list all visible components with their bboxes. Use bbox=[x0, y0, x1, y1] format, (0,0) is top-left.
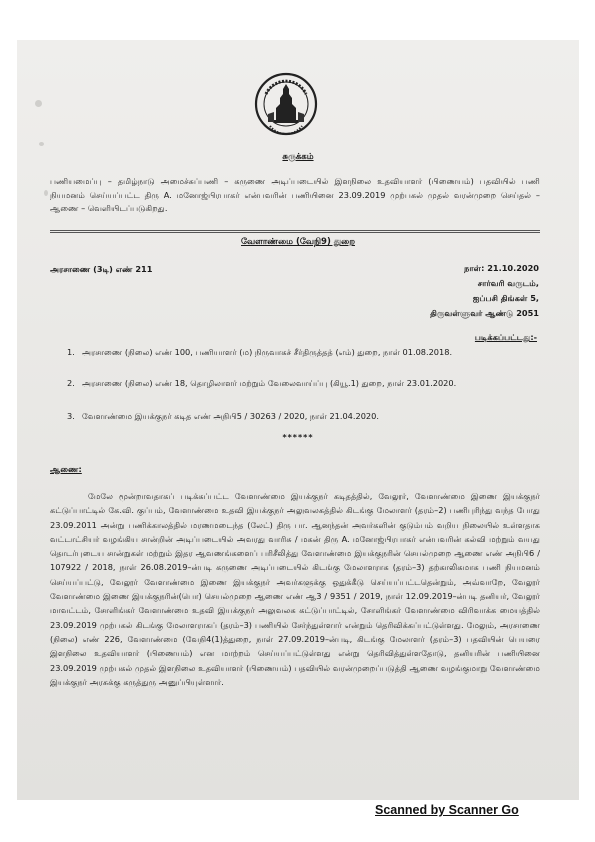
reference-number: 1. bbox=[67, 347, 75, 357]
government-order-number: அரசாணை (3டி) எண் 211 bbox=[50, 264, 153, 274]
reference-item bbox=[67, 410, 532, 424]
reference-text: வேளாண்மை இயக்குநர் கடித எண் அநிபி5 / 30263 / 2020, நாள் 21.04.2020. bbox=[82, 411, 379, 421]
divider-line bbox=[50, 232, 540, 233]
date-block bbox=[430, 261, 539, 321]
divider-line bbox=[50, 230, 540, 231]
order-label: ஆணை: bbox=[50, 464, 82, 474]
order-body-paragraph: மேலே மூன்றாவதாகப் படிக்கப்பட்ட வேளாண்மை இயக்குநர் கடிதத்தில், வேலூர், வேளாண்மை இணை இயக்குநர் கட்டுப்பாட்டில் கே.வி. குப்பம், வேளாண்மை உதவி இயக்குநர் அலுவலகத்தில் கிடங்கு மேலாளர் (தரம்–2) பணிபுரிந்து வந்த போது 23.09.2011 அன்று பணிக்காலத்தில் மரணமடைந்த (லேட்) திரு பா. ஆனந்தன் அவர்களின் குடும்பம் வறிய நிலையில் உள்ளதாக வட்டாட்சியர் வழங்கிய சான்றின் அடிப்படையில் அவரது வாரிசு / மகன் திரு A. மனோஜ்பிரபாகர் என்பவரின் கல்வி மற்றும் வயது தொடர்புடைய சான்றுகள் மற்றும் இதர ஆவணங்களைப் பரிசீலித்து வேளாண்மை இயக்குநரின் செயல்முறை ஆணை எண் அநிபி6 / 107922 / 2018, நாள் 26.08.2019–ன்படி கருணை அடிப்படையில் கிடங்கு மேலாளராக (தரம்–3) தற்காலிகமாக பணி நியமனம் செய்யப்பட்டு, வேலூர் வேளாண்மை இணை இயக்குநர் அவர்களுக்கு ஒதுக்கீடு செய்யப்பட்டதென்றும், அவ்வாறே, வேலூர் வேளாண்மை இணை இயக்குநரின்(பொ) செயல்முறை ஆணை எண் ஆ3 / 9351 / 2019, நாள் 12.09.2019–ன்படி தனியர், வேலூர் மாவட்டம், சோளிங்கர் வேளாண்மை உதவி இயக்குநர் அலுவலக கட்டுப்பாட்டில், சோளிங்கர் வேளாண்மை விரிவாக்க மையத்தில் 23.09.2019 முற்பகல் கிடங்கு மேலாளராகப் (தரம்–3) பணியில் சேர்ந்துள்ளார் என்றும் தெரிவிக்கப்பட்டுள்ளது. மேலும், அரசாணை (நிலை) எண் 226, வேளாண்மை (வேநி4(1)த்துறை, நாள் 27.09.2019–ன்படி, கிடங்கு மேலாளர் (தரம்–3) பதவியின் பெயரை இளநிலை உதவியாளர் (பிணையம்) என மாற்றம் செய்யப்பட்டுள்ளது என்று தெரிவித்துள்ளதோடு, தனியரின் பணியினை 23.09.2019 முற்பகல் முதல் இளநிலை உதவியாளர் (பிணையம்) பதவியில் வரன்முறைப்படுத்தி ஆணை வழங்குமாறு வேளாண்மை இயக்குநர் அரசுக்கு கருத்துரு அனுப்பியுள்ளார். bbox=[50, 491, 540, 687]
scan-blemish bbox=[44, 190, 48, 196]
reference-item bbox=[67, 346, 532, 360]
scan-blemish bbox=[35, 100, 42, 107]
scan-blemish bbox=[39, 142, 44, 146]
order-summary: பணியமைப்பு – தமிழ்நாடு அமைச்சுப்பணி – கருணை அடிப்படையில் இளநிலை உதவியாளர் (பிணையம்) பதவியில் பணி நியமனம் செய்யப்பட்ட திரு A. மனோஜ்பிரபாகர் என்பவரின் பணியினை 23.09.2019 முற்பகல் முதல் வரன்முறை செய்தல் – ஆணை – வெளியிடப்படுகிறது. bbox=[50, 176, 540, 214]
references-heading: படிக்கப்பட்டது:- bbox=[474, 332, 537, 342]
date-line: சார்வரி வருடம், bbox=[477, 278, 539, 288]
department-title: வேளாண்மை (வேநி9) துறை bbox=[241, 237, 355, 247]
reference-number: 2. bbox=[67, 378, 75, 388]
date-line: திருவள்ளுவர் ஆண்டு 2051 bbox=[430, 308, 539, 318]
section-separator: ****** bbox=[282, 433, 314, 442]
reference-item bbox=[67, 377, 532, 391]
reference-text: அரசாணை (நிலை) எண் 100, பணியாளர் (ம) நிருவாகச் சீர்திருத்தத் (எம்) துறை, நாள் 01.08.2018. bbox=[82, 347, 453, 357]
date-line: ஐப்பசி திங்கள் 5, bbox=[472, 293, 539, 303]
document-heading: சுருக்கம் bbox=[282, 152, 314, 162]
scanner-watermark: Scanned by Scanner Go bbox=[375, 803, 519, 817]
scanned-document-page bbox=[17, 40, 579, 800]
tamil-nadu-government-emblem-icon bbox=[254, 72, 318, 136]
date-line: நாள்: 21.10.2020 bbox=[464, 263, 539, 273]
reference-number: 3. bbox=[67, 411, 75, 421]
reference-text: அரசாணை (நிலை) எண் 18, தொழிலாளர் மற்றும் வேலைவாய்ப்பு (கியூ.1) துறை, நாள் 23.01.2020. bbox=[82, 378, 457, 388]
